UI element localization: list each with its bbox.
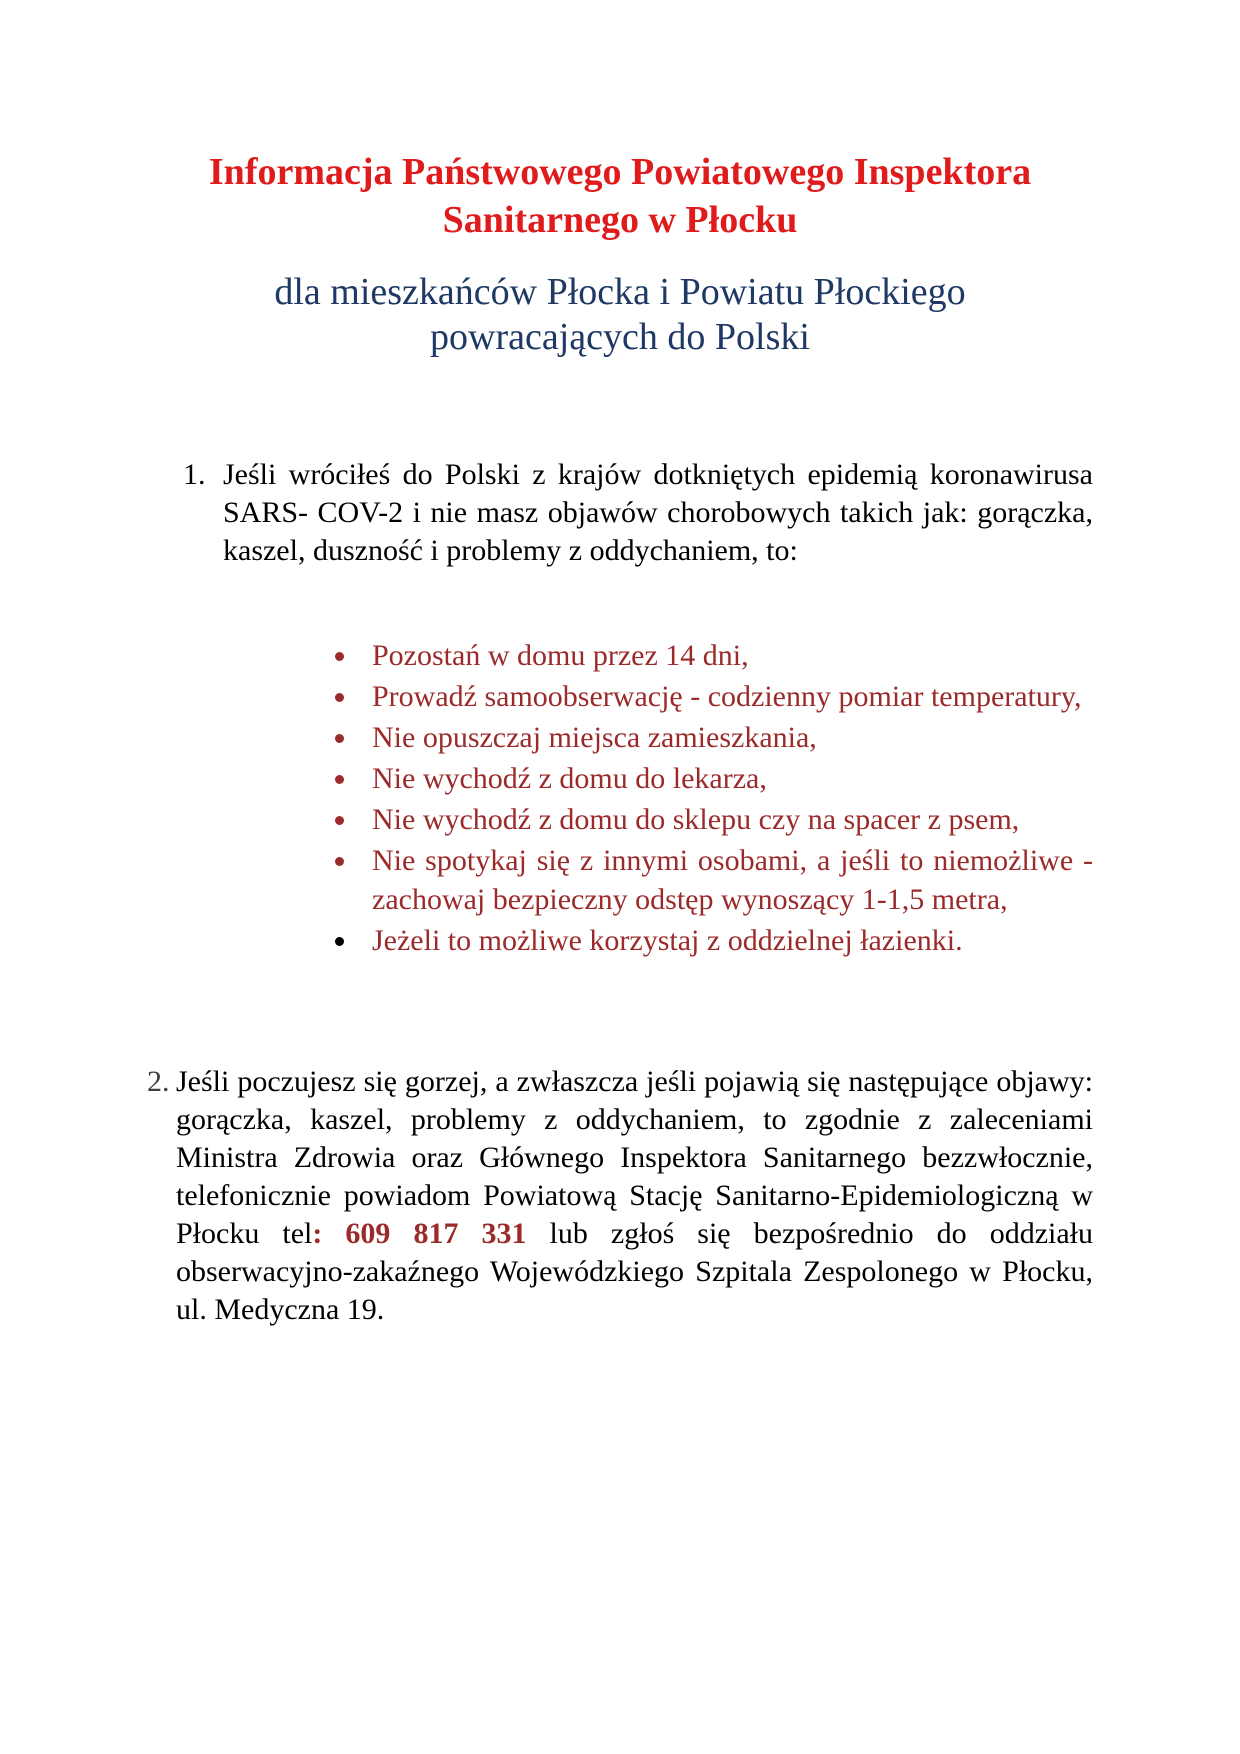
phone-number: : 609 817 331 [312, 1217, 527, 1250]
bullet-text: Jeżeli to możliwe korzystaj z oddzielnej łazienki. [372, 924, 963, 957]
item-2-text [176, 1063, 1093, 1329]
bullet-item [335, 921, 1093, 960]
bullet-icon [335, 693, 344, 702]
bullet-item [335, 841, 1093, 919]
subtitle-line-1: dla mieszkańców Płocka i Powiatu Płockiego [274, 271, 966, 313]
document-title [150, 148, 1090, 244]
item-number-1: 1. [183, 458, 206, 491]
bullet-item [335, 677, 1093, 716]
item-number-2: 2. [147, 1065, 170, 1098]
bullet-text: Nie opuszczaj miejsca zamieszkania, [372, 721, 817, 754]
bullet-item [335, 718, 1093, 757]
bullet-item [335, 759, 1093, 798]
numbered-item-1 [183, 456, 1093, 570]
bullet-icon [335, 816, 344, 825]
item-2-text-start: Jeśli poczujesz się gorzej, a zwłaszcza jeśli pojawią się następujące objawy: gorączka, kaszel, problemy z oddychaniem, to zgodnie z zaleceniami Ministra Zdrowia oraz Głównego Inspektora Sanitarnego bezzwłocznie, telefonicznie powiadom Powiatową Stację Sanitarno-Epidemiologiczną w Płocku tel [176, 1065, 1093, 1250]
bullet-icon [335, 652, 344, 661]
instruction-bullet-list [335, 636, 1093, 962]
item-2-text-end: lub zgłoś się bezpośrednio do oddziału obserwacyjno-zakaźnego Wojewódzkiego Szpitala Zespolonego w Płocku, ul. Medyczna 19. [176, 1217, 1093, 1326]
bullet-icon [335, 857, 344, 866]
numbered-item-2 [147, 1063, 1093, 1329]
bullet-text: Nie spotykaj się z innymi osobami, a jeśli to niemożliwe - zachowaj bezpieczny odstęp wynoszący 1-1,5 metra, [372, 844, 1093, 916]
bullet-item [335, 800, 1093, 839]
bullet-icon [335, 937, 344, 946]
bullet-icon [335, 734, 344, 743]
bullet-text: Prowadź samoobserwację - codzienny pomiar temperatury, [372, 680, 1082, 713]
document-subtitle [150, 270, 1090, 360]
title-line-1: Informacja Państwowego Powiatowego Inspektora [208, 151, 1032, 193]
bullet-item [335, 636, 1093, 675]
subtitle-line-2: powracających do Polski [430, 316, 810, 358]
bullet-icon [335, 775, 344, 784]
bullet-text: Nie wychodź z domu do lekarza, [372, 762, 767, 795]
item-1-text: Jeśli wróciłeś do Polski z krajów dotkniętych epidemią koronawirusa SARS- COV-2 i nie masz objawów chorobowych takich jak: gorączka, kaszel, duszność i problemy z oddychaniem, to: [223, 458, 1093, 567]
bullet-text: Nie wychodź z domu do sklepu czy na spacer z psem, [372, 803, 1020, 836]
bullet-text: Pozostań w domu przez 14 dni, [372, 639, 749, 672]
title-line-2: Sanitarnego w Płocku [442, 199, 798, 241]
